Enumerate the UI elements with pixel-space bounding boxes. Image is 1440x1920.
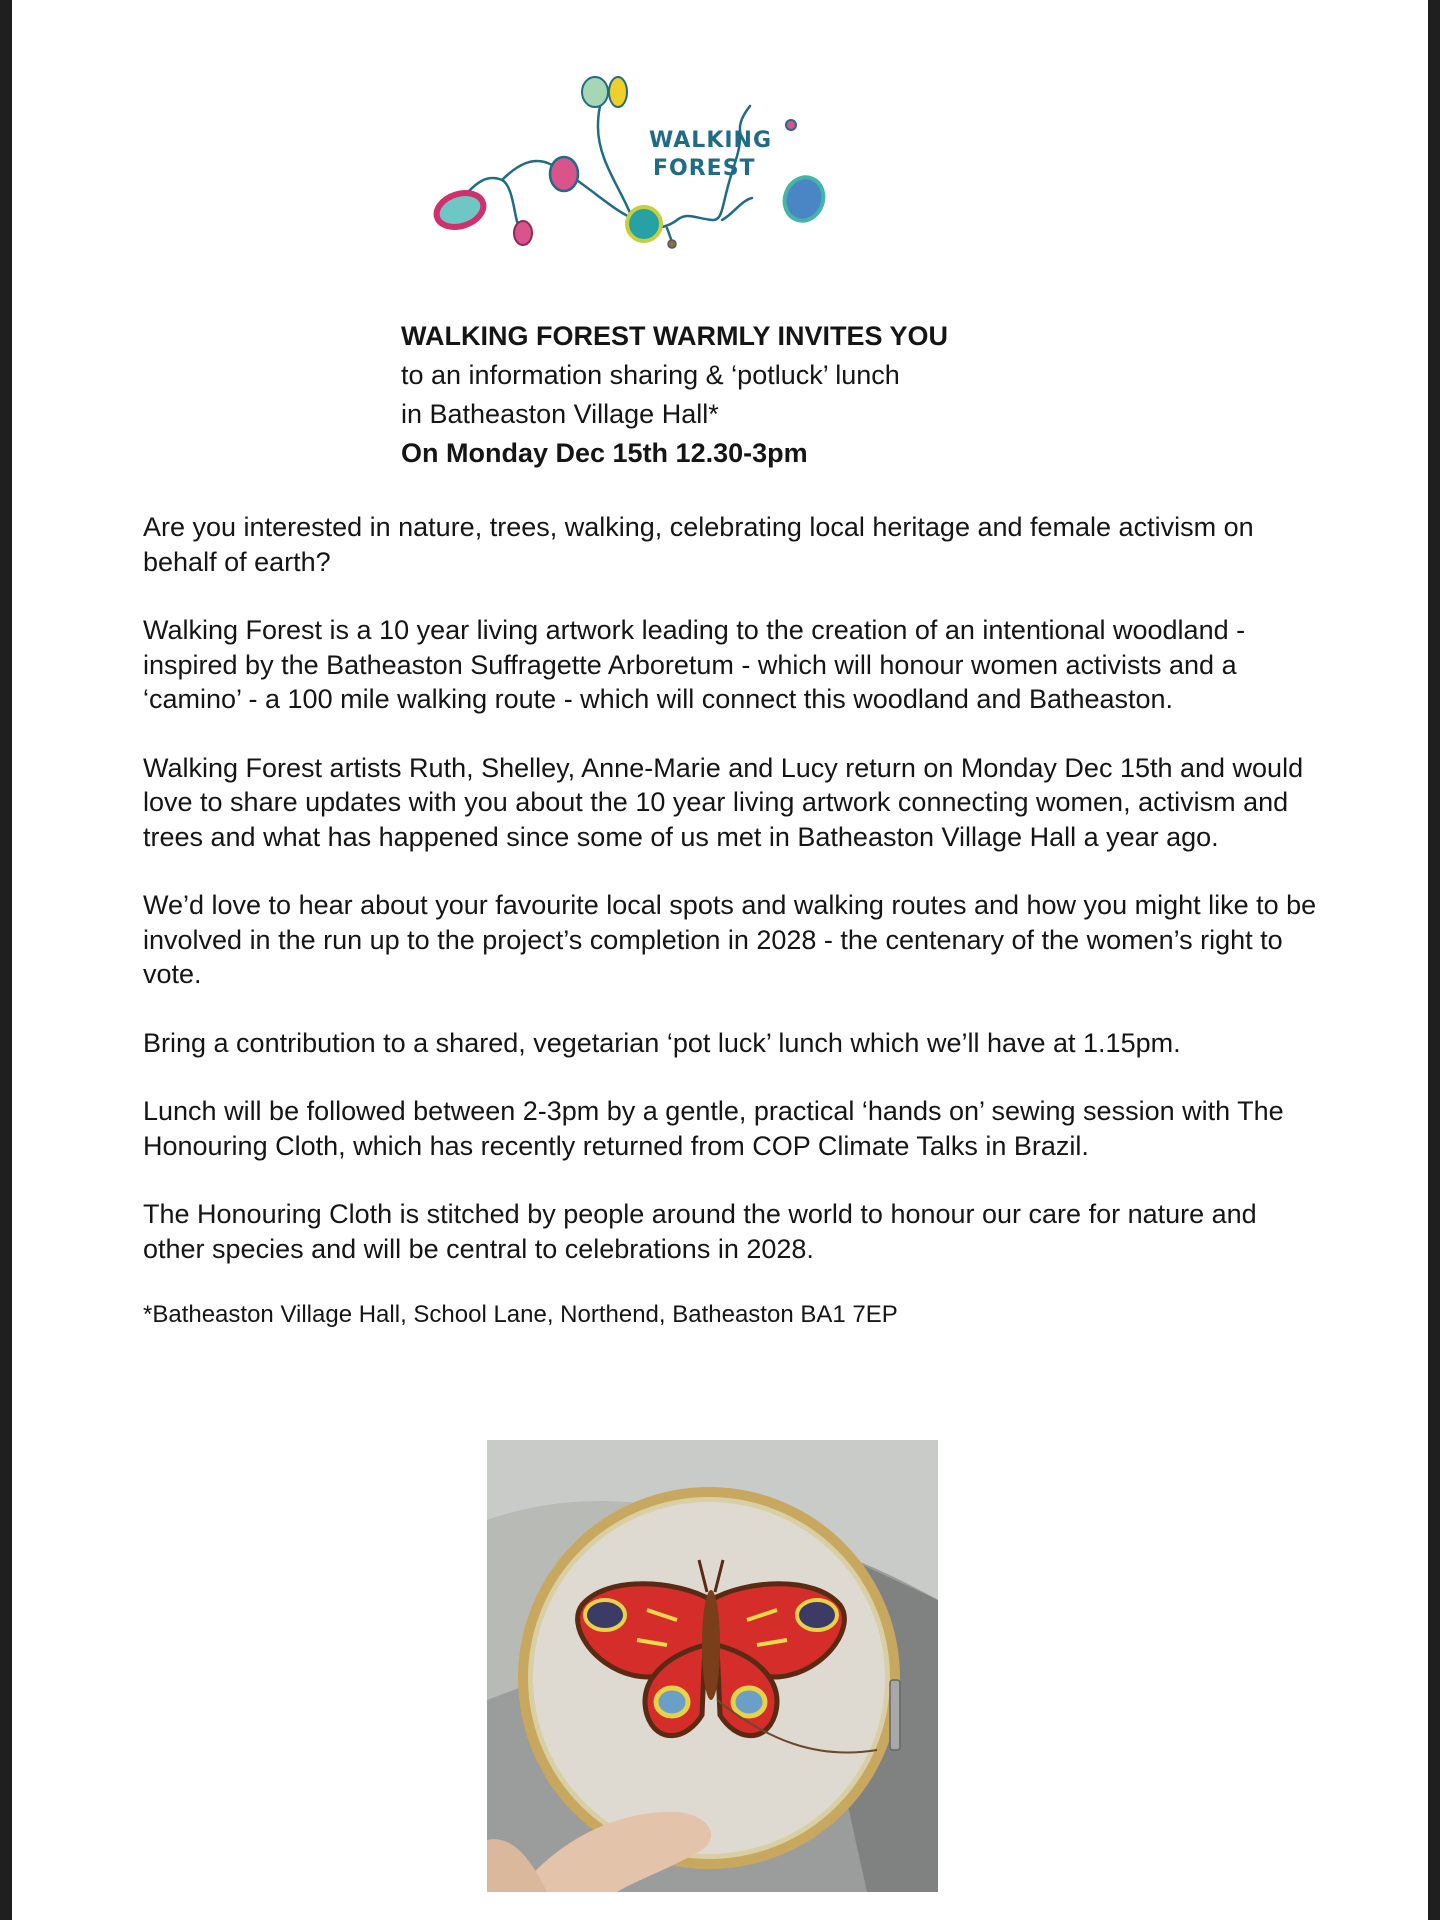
logo-word-walking: WALKING	[649, 128, 773, 153]
paragraph-lunch: Bring a contribution to a shared, vegetarian ‘pot luck’ lunch which we’ll have at 1.15pm.	[143, 1027, 1181, 1058]
brown-dot-icon	[668, 240, 676, 248]
flyer-page	[12, 0, 1428, 1920]
blue-oval-icon	[779, 172, 830, 226]
walking-forest-logo	[422, 70, 842, 260]
pink-dot-icon	[786, 120, 796, 130]
paragraph-involvement: We’d love to hear about your favourite local spots and walking routes and how you might like to be involved in the run up to the project’s completion in 2028 - the centenary of the women’s right to vote.	[143, 890, 1317, 989]
teal-circle-icon	[627, 207, 661, 241]
invitation-event: to an information sharing & ‘potluck’ lunch	[401, 360, 900, 390]
paragraph-about: Walking Forest is a 10 year living artwork leading to the creation of an intentional woodland - inspired by the Batheaston Suffragette Arboretum - which will honour women activists and a ‘camino’ - a 100 mile walking route - which will connect this woodland and Batheaston.	[143, 615, 1246, 714]
pink-drop-icon	[514, 221, 532, 245]
pink-teal-oval-icon	[432, 187, 488, 232]
paragraph-artists: Walking Forest artists Ruth, Shelley, Anne-Marie and Lucy return on Monday Dec 15th and would love to share updates with you about the 10 year living artwork connecting women, activism and trees and what has happened since some of us met in Batheaston Village Hall a year ago.	[143, 752, 1304, 852]
pink-circle-icon	[550, 157, 578, 191]
embroidered-butterfly-photo	[487, 1440, 938, 1892]
yellow-balloon-icon	[609, 77, 627, 107]
invitation-date: On Monday Dec 15th 12.30-3pm	[401, 438, 808, 468]
invitation-venue: in Batheaston Village Hall*	[401, 399, 719, 429]
green-balloon-icon	[582, 77, 608, 107]
paragraph-sewing: Lunch will be followed between 2-3pm by a gentle, practical ‘hands on’ sewing session with The Honouring Cloth, which has recently returned from COP Climate Talks in Brazil.	[143, 1096, 1284, 1161]
logo-word-forest: FOREST	[653, 156, 756, 181]
address-footnote: *Batheaston Village Hall, School Lane, Northend, Batheaston BA1 7EP	[143, 1301, 898, 1328]
invitation-heading: WALKING FOREST WARMLY INVITES YOU	[401, 321, 949, 351]
paragraph-honouring-cloth: The Honouring Cloth is stitched by people around the world to honour our care for nature and other species and will be central to celebrations in 2028.	[143, 1199, 1257, 1264]
invitation-block	[401, 317, 948, 473]
paragraph-intro: Are you interested in nature, trees, walking, celebrating local heritage and female activism on behalf of earth?	[143, 512, 1254, 577]
body-text	[143, 510, 1323, 1367]
